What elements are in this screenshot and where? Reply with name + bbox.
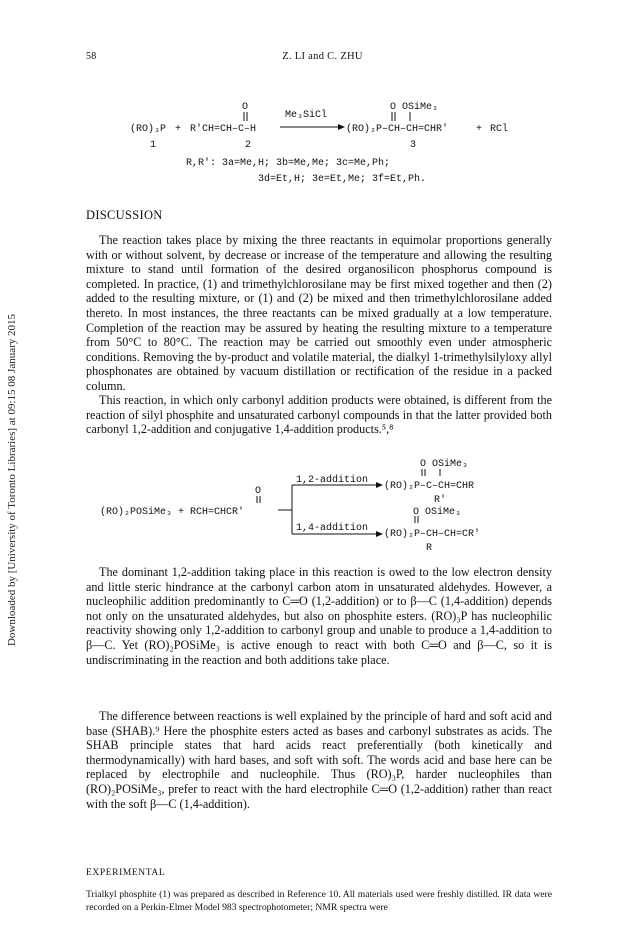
- reaction-scheme-2: [100, 452, 530, 552]
- scheme2-product2-sub: R: [426, 543, 433, 552]
- paragraph-1-text: The reaction takes place by mixing the three reactants in equimolar proportions generally with or without solvent, by decrease or increase of the temperature and allowing the resulting mixture to stand until formation of the desired organosilicon phosphorus compound is completed. In practice, (1) and trimethylchlorosilane may be first mixed together and then (2) added to the resulting mixture, or (1) and (2) be mixed and then trimethylchlorosilane added thereto. In most instances, the three reactants can be mixed gradually at a low temperature. Completion of the reaction may be assured by heating the resulting mixture to a temperature from 50°C to 80°C. The reaction may be carried out smoothly even under atmospheric conditions. Removing the by-product and volatile material, the dialkyl 1-trimethylsilyloxy allyl phosphonates are obtained by vacuum distillation or rectification of the residue in a packed column.: [86, 233, 552, 393]
- scheme1-product: (RO)₂P–CH–CH=CHR': [346, 124, 449, 135]
- scheme1-carbonyl-o: O: [242, 102, 249, 113]
- paragraph-1: [86, 233, 552, 394]
- paragraph-4: [86, 709, 552, 811]
- scheme1-plus1: +: [175, 124, 182, 135]
- paragraph-4-text: The difference between reactions is well explained by the principle of hard and soft acid and base (SHAB).⁹ Here the phosphite esters acted as bases and carbonyl substrates as acids. The SHAB principle states that hard acids react preferentially (both kinetically and thermodynamically) with hard bases, and soft with soft. The words acid and base here can be replaced by electrophile and nucleophile. Thus (RO)₃P, harder nucleophiles than (RO)₂POSiMe₃, prefer to react with the hard electrophile C═O (1,2-addition) rather than react with the soft β—C (1,4-addition).: [86, 709, 552, 811]
- scheme2-product2-top: O OSiMe₃: [413, 507, 462, 518]
- scheme1-reactant1: (RO)₃P: [130, 124, 167, 135]
- scheme1-legend-1: R,R': 3a=Me,H; 3b=Me,Me; 3c=Me,Ph;: [186, 158, 391, 169]
- scheme2-carbonyl-o: O: [255, 486, 262, 497]
- scheme1-byproduct: RCl: [490, 124, 509, 135]
- download-side-note: [4, 270, 20, 690]
- scheme2-product1-sub: R': [434, 495, 447, 506]
- reaction-scheme-1: [120, 95, 540, 190]
- download-note-text: Downloaded by [University of Toronto Libraries] at 09:15 08 January 2015: [6, 313, 18, 647]
- experimental-heading: EXPERIMENTAL: [86, 868, 166, 878]
- scheme1-num3: 3: [410, 140, 417, 151]
- page-number: 58: [86, 51, 97, 62]
- scheme2-product1-top: O OSiMe₃: [420, 459, 469, 470]
- discussion-heading: DISCUSSION: [86, 208, 163, 222]
- scheme1-legend-2: 3d=Et,H; 3e=Et,Me; 3f=Et,Ph.: [258, 174, 427, 185]
- running-head: Z. LI and C. ZHU: [282, 51, 363, 62]
- experimental-text: Trialkyl phosphite (1) was prepared as described in Reference 10. All materials used were freshly distilled. IR data were recorded on a Perkin-Elmer Model 983 spectrophotometer; NMR spectra were: [86, 889, 552, 913]
- scheme1-plus2: +: [476, 124, 483, 135]
- paragraph-3: [86, 565, 552, 667]
- scheme1-num1: 1: [150, 140, 157, 151]
- scheme1-num2: 2: [245, 140, 252, 151]
- scheme2-path2: 1,4-addition: [296, 523, 369, 534]
- paragraph-2: [86, 393, 552, 437]
- scheme1-reactant2: R'CH=CH–C–H: [190, 124, 257, 135]
- scheme2-product1: (RO)₂P–C–CH=CHR: [384, 481, 475, 492]
- scheme2-product2: (RO)₂P–CH–CH=CR': [384, 529, 481, 540]
- paragraph-2-text: This reaction, in which only carbonyl addition products were obtained, is different from the reaction of silyl phosphite and unsaturated carbonyl compounds in that the latter provided both carbonyl 1,2-addition and conjugative 1,4-addition products.⁵,⁸: [86, 393, 552, 437]
- scheme2-reactant: (RO)₂POSiMe₃ + RCH=CHCR': [100, 507, 245, 518]
- scheme2-path1: 1,2-addition: [296, 475, 369, 486]
- scheme1-reagent: Me₃SiCl: [285, 110, 328, 121]
- scheme1-product-top: O OSiMe₃: [390, 102, 439, 113]
- paragraph-3-text: The dominant 1,2-addition taking place in this reaction is owed to the low electron density and little steric hindrance at the carbonyl carbon atom in unsaturated aldehydes. However, a nucleophilic addition predominantly to C═O (1,2-addition) or to β—C (1,4-addition) depends not only on the unsaturated aldehydes, but also on phosphite esters. (RO)₃P has nucleophilic reactivity showing only 1,2-addition to carbonyl group and unable to produce a 1,4-addition to β—C. Yet (RO)₂POSiMe₃ is active enough to react with both C═O and β—C, so it is undiscriminating in the reaction and both additions take place.: [86, 565, 552, 667]
